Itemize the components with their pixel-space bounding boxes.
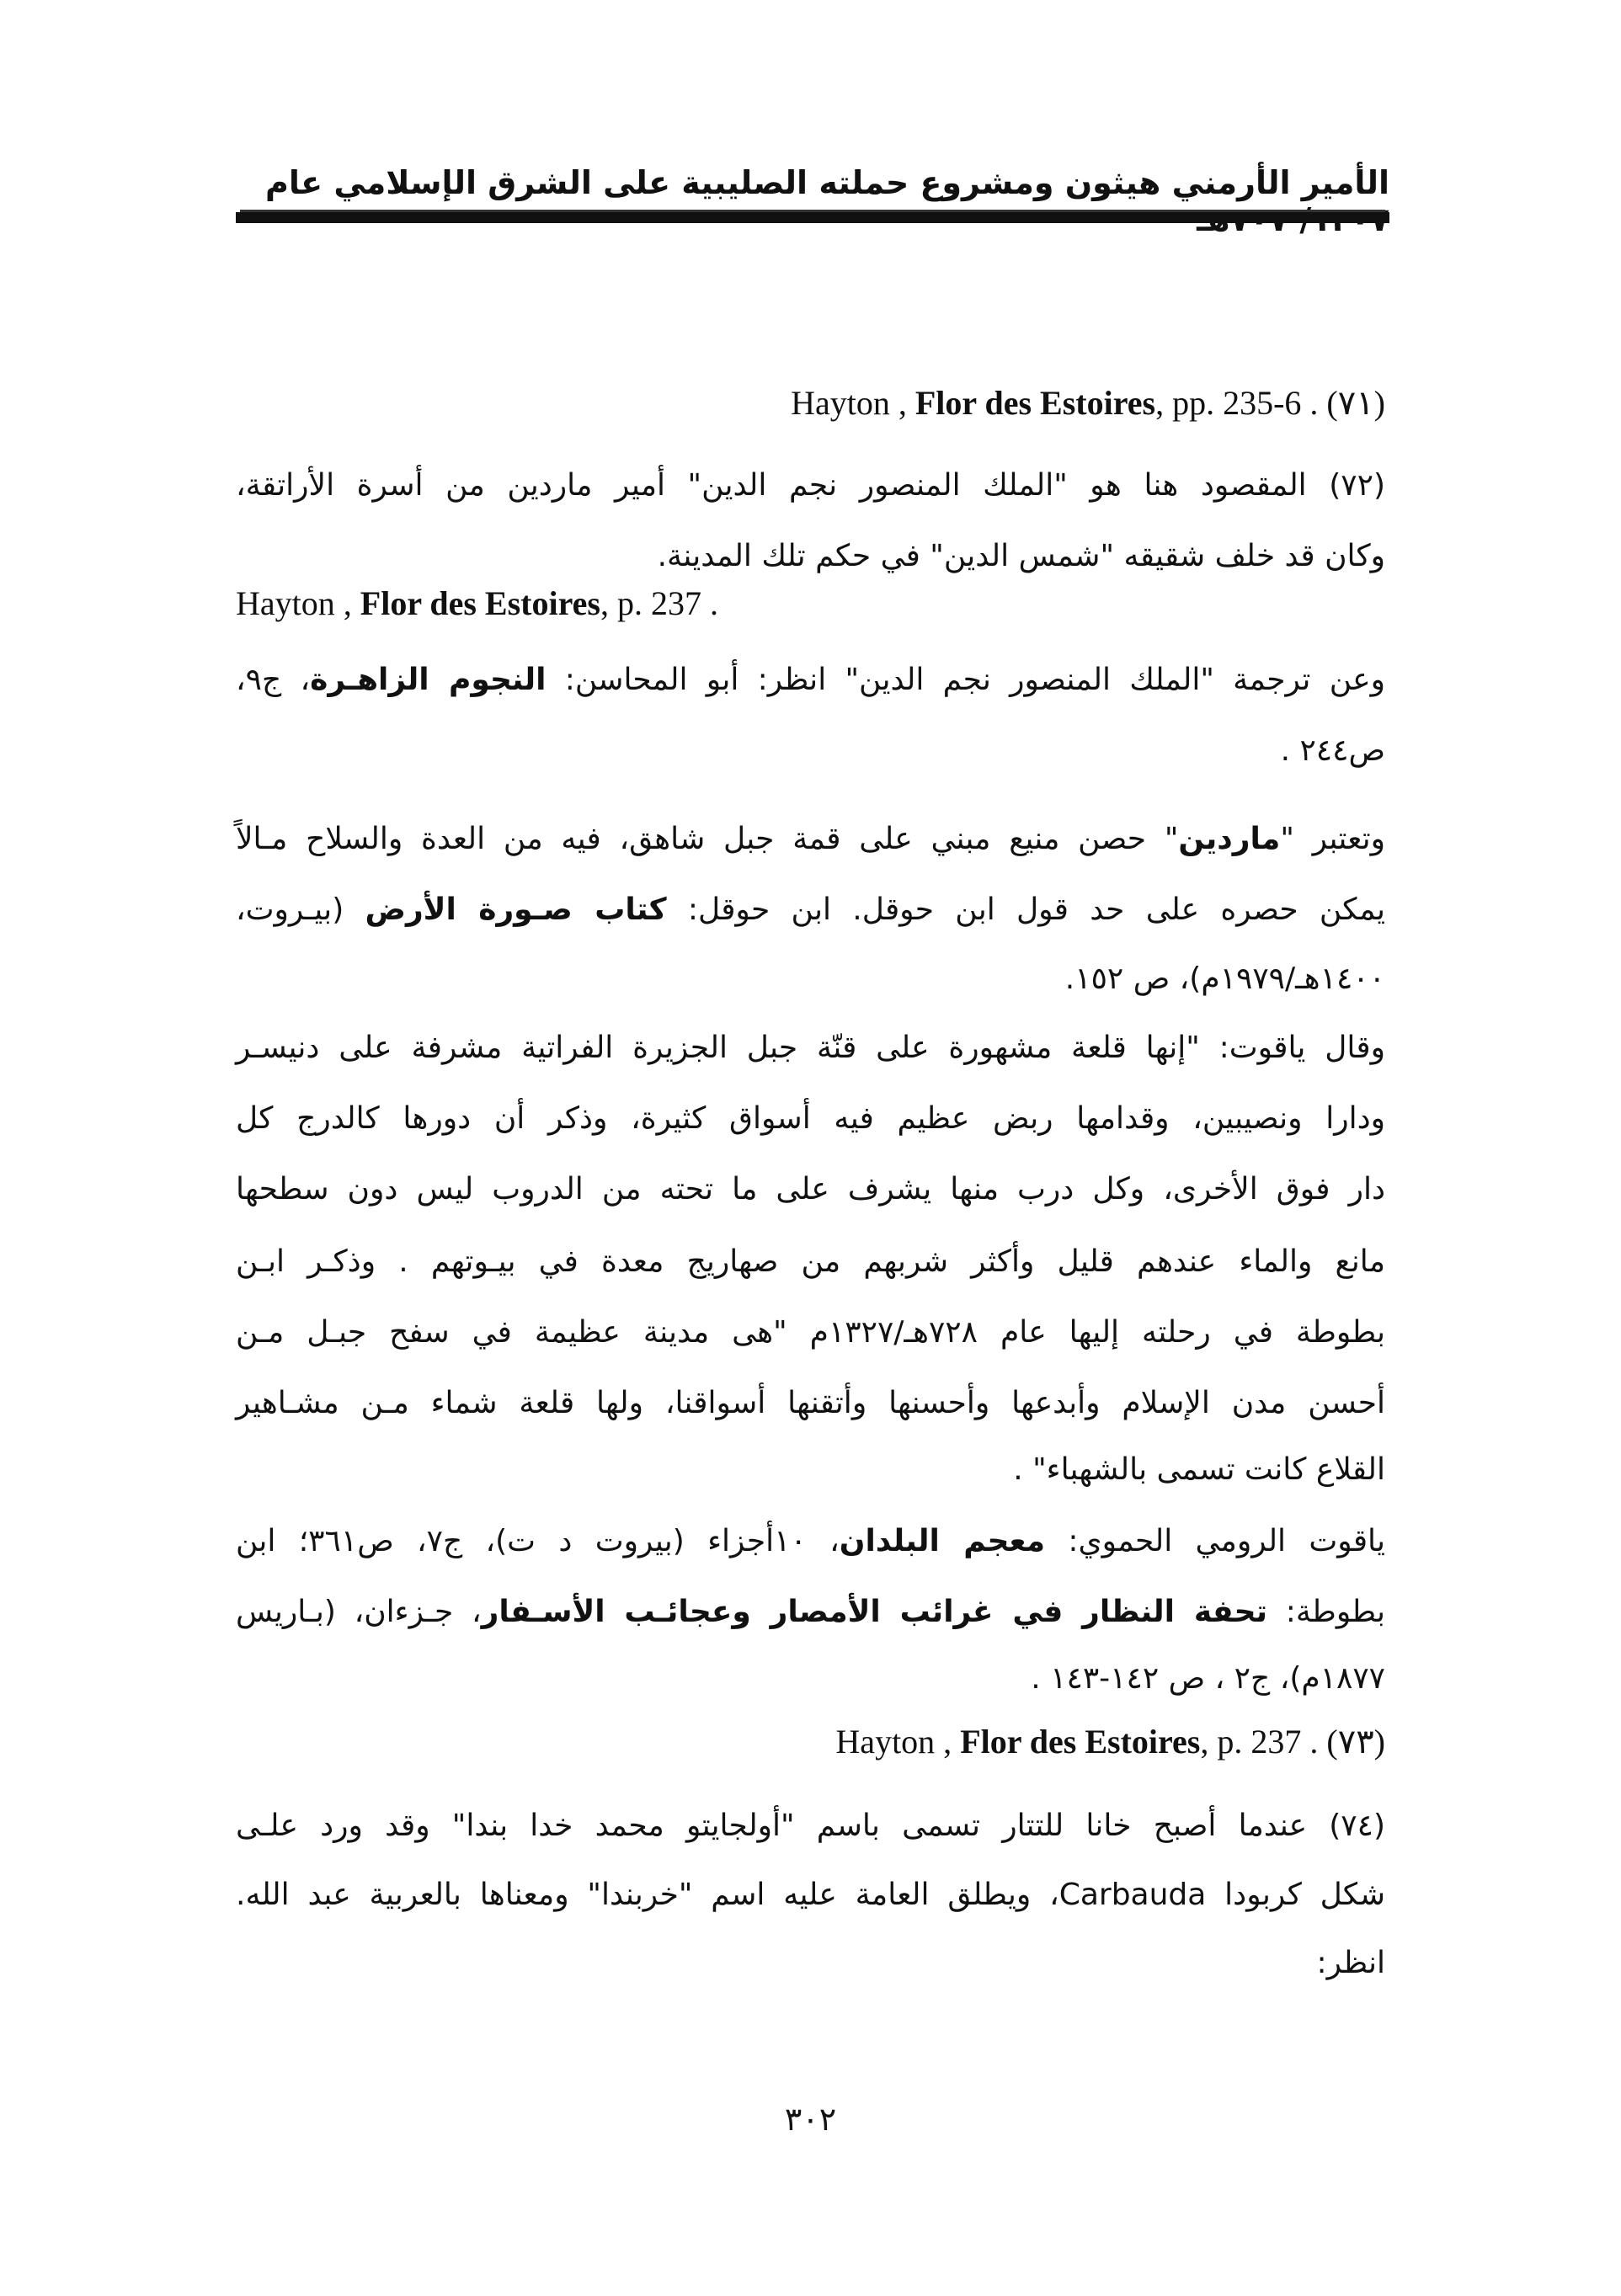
- footnote-line: [236, 1875, 1385, 1915]
- footnote-line: [236, 1313, 1385, 1353]
- line-text: وقال ياقوت: "إنها قلعة مشهورة على قنّة جبل الجزيرة الفراتية مشرفة على دنيسـر: [236, 1031, 1385, 1065]
- header-rule: [236, 212, 1389, 223]
- bold-title-text: Flor des Estoires: [914, 384, 1156, 422]
- line-text: , p. 237 . (٧٣): [1200, 1723, 1385, 1761]
- bold-title-text: النجوم الزاهـرة: [310, 663, 547, 697]
- line-text: دار فوق الأخرى، وكل درب منها يشرف على ما تحته من الدروب ليس دون سطحها: [236, 1172, 1385, 1207]
- line-text: يمكن حصره على حد قول ابن حوقل. ابن حوقل:: [666, 892, 1385, 927]
- line-text: ١٤٠٠هـ/١٩٧٩م)، ص ١٥٢.: [1064, 962, 1385, 996]
- line-text: Hayton ,: [236, 584, 360, 622]
- page-number: ٣٠٢: [784, 2101, 837, 2138]
- bold-title-text: تحفة النظار في غرائب الأمصار وعجائـب الأسـفار: [481, 1595, 1268, 1629]
- line-text: ١٨٧٧م)، ج٢ ، ص ١٤٢-١٤٣ .: [1031, 1661, 1385, 1696]
- line-text: (٧٤) عندما أصبح خانا للتتار تسمى باسم "أولجايتو محمد خدا بندا" وقد ورد علـى: [236, 1809, 1385, 1843]
- bold-title-text: Flor des Estoires: [960, 1723, 1201, 1761]
- footnote-line: [236, 583, 1385, 624]
- line-text: مانع والماء عندهم قليل وأكثر شربهم من صهاريج معدة في بيـوتهم . وذكـر ابـن: [236, 1244, 1385, 1279]
- line-text: ، جـزءان، (بـاريس: [236, 1595, 482, 1629]
- footnote-line: [236, 959, 1385, 999]
- line-text: ودارا ونصيبين، وقدامها ربض عظيم فيه أسواق كثيرة، وذكر أن دورها كالدرج كل: [236, 1101, 1385, 1136]
- bold-title-text: كتاب صـورة الأرض: [365, 892, 667, 927]
- line-text: ، ج٩،: [236, 663, 311, 697]
- footnote-line: [236, 731, 1385, 771]
- line-text: شكل كربودا Carbauda، ويطلق العامة عليه اسم "خربندا" ومعناها بالعربية عبد الله.: [236, 1878, 1385, 1912]
- line-text: (بيـروت،: [236, 892, 365, 927]
- footnote-line: [236, 536, 1385, 577]
- bold-title-text: معجم البلدان: [839, 1524, 1046, 1558]
- footnote-line: [236, 1592, 1385, 1633]
- line-text: بطوطة:: [1267, 1595, 1385, 1629]
- line-text: (٧٢) المقصود هنا هو "الملك المنصور نجم الدين" أمير ماردين من أسرة الأراتقة،: [236, 468, 1385, 503]
- footnote-line: [236, 1943, 1385, 1984]
- footnote-line: [236, 1806, 1385, 1846]
- bold-title-text: ماردين: [1178, 822, 1281, 856]
- line-text: , p. 237 .: [600, 584, 718, 622]
- line-text: , pp. 235-6 . (٧١): [1155, 384, 1385, 422]
- line-text: " حصن منيع مبني على قمة جبل شاهق، فيه من العدة والسلاح مـالاً: [236, 822, 1179, 856]
- footnote-line: [236, 1722, 1385, 1762]
- footnote-line: [236, 890, 1385, 930]
- line-text: بطوطة في رحلته إليها عام ٧٢٨هـ/١٣٢٧م "هى مدينة عظيمة في سفح جبـل مـن: [236, 1315, 1385, 1350]
- footnote-line: [236, 1242, 1385, 1282]
- footnote-line: [236, 383, 1385, 424]
- footnote-line: [236, 1450, 1385, 1490]
- footnote-line: [236, 819, 1385, 860]
- line-text: وعن ترجمة "الملك المنصور نجم الدين" انظر: أبو المحاسن:: [546, 663, 1385, 697]
- footnote-line: [236, 1659, 1385, 1699]
- footnote-line: [236, 1028, 1385, 1068]
- footnote-line: [236, 466, 1385, 506]
- line-text: القلاع كانت تسمى بالشهباء" .: [1013, 1452, 1385, 1487]
- footnote-line: [236, 1521, 1385, 1562]
- line-text: Hayton ,: [835, 1723, 961, 1761]
- line-text: ياقوت الرومي الحموي:: [1045, 1524, 1386, 1558]
- footnote-line: [236, 1169, 1385, 1210]
- footnote-line: [236, 1099, 1385, 1139]
- footnote-line: [236, 1383, 1385, 1424]
- line-text: Hayton ,: [791, 384, 915, 422]
- bold-title-text: Flor des Estoires: [360, 584, 600, 622]
- line-text: أحسن مدن الإسلام وأبدعها وأحسنها وأتقنها أسواقنا، ولها قلعة شماء مـن مشـاهير: [236, 1386, 1385, 1420]
- line-text: وكان قد خلف شقيقه "شمس الدين" في حكم تلك المدينة.: [657, 539, 1385, 573]
- line-text: ص٢٤٤ .: [1280, 733, 1385, 768]
- line-text: ، ١٠أجزاء (بيروت د ت)، ج٧، ص٣٦١؛ ابن: [236, 1524, 840, 1558]
- line-text: انظر:: [1316, 1946, 1385, 1980]
- line-text: وتعتبر ": [1280, 822, 1386, 856]
- running-header: الأمير الأرمني هيثون ومشروع حملته الصليبية على الشرق الإسلامي عام: [265, 164, 1389, 201]
- footnote-line: [236, 660, 1385, 701]
